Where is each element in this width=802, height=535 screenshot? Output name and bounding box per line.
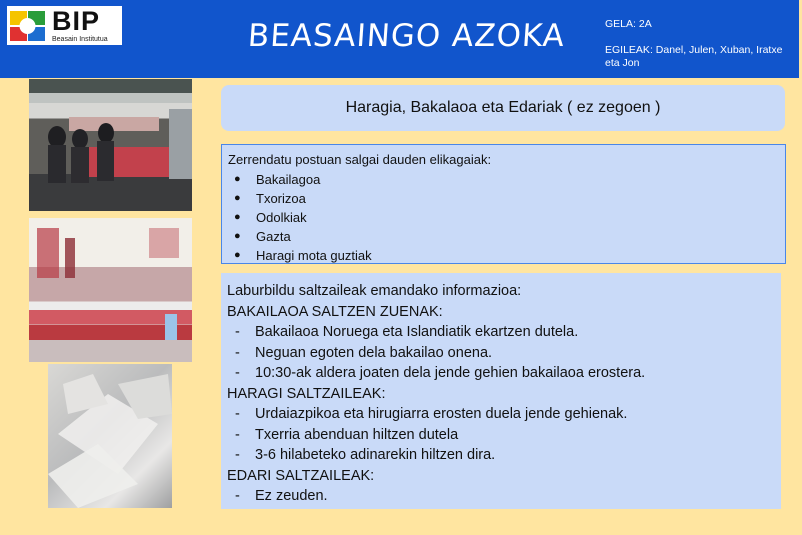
point-text: 3-6 hilabeteko adinarekin hiltzen dira. (255, 447, 496, 463)
school-logo (7, 6, 122, 45)
bullet-icon: ● (234, 173, 241, 185)
dash-icon: - (235, 406, 240, 422)
product-label: Odolkiak (256, 210, 307, 225)
cod-fish-display-photo (48, 364, 172, 508)
logo-text: BIP (52, 6, 101, 36)
list-item (228, 208, 785, 227)
list-item (227, 343, 781, 364)
product-label: Txorizoa (256, 191, 306, 206)
list-item (227, 363, 781, 384)
dash-icon: - (235, 447, 240, 463)
butcher-counter-illustration (29, 218, 192, 362)
point-text: Urdaiazpikoa eta hirugiarra erosten duela jende gehienak. (255, 406, 628, 422)
list-item (228, 227, 785, 246)
dash-icon: - (235, 426, 240, 443)
product-label: Bakailagoa (256, 172, 321, 187)
products-lead: Zerrendatu postuan salgai dauden elikagaiak: (228, 152, 492, 167)
list-item (228, 170, 785, 189)
list-item (227, 425, 781, 446)
summary-box (221, 273, 781, 509)
section-heading: BAKAILAOA SALTZEN ZUENAK: (227, 303, 443, 320)
product-label: Gazta (256, 229, 291, 244)
products-list (228, 170, 785, 265)
authors-label: EGILEAK: Danel, Julen, Xuban, Iratxe eta Jon (605, 44, 783, 69)
list-item (228, 246, 785, 265)
summary-lead: Laburbildu saltzaileak emandako informazioa: (227, 283, 522, 299)
logo-mark-icon (10, 11, 45, 41)
header-meta (605, 18, 795, 70)
list-item (227, 322, 781, 343)
section-heading: HARAGI SALTZAILEAK: (227, 385, 386, 402)
grade-label: GELA: 2A (605, 18, 652, 30)
dash-icon: - (235, 488, 240, 504)
cod-fish-illustration (48, 364, 172, 508)
bullet-icon: ● (234, 211, 241, 223)
dash-icon: - (235, 365, 240, 381)
point-text: Bakailaoa Noruega eta Islandiatik ekartzen dutela. (255, 324, 579, 340)
bullet-icon: ● (234, 249, 241, 261)
bullet-icon: ● (234, 230, 241, 242)
list-item (228, 189, 785, 208)
butcher-counter-photo (29, 218, 192, 362)
point-text: Neguan egoten dela bakailao onena. (255, 344, 493, 361)
logo-subtitle: Beasain Institutua (52, 36, 108, 43)
dash-icon: - (235, 344, 240, 361)
list-item (227, 486, 781, 507)
list-item (227, 445, 781, 466)
dash-icon: - (235, 324, 240, 340)
market-stall-illustration (29, 79, 192, 211)
products-box (221, 144, 786, 264)
bullet-icon: ● (234, 192, 241, 204)
point-text: 10:30-ak aldera joaten dela jende gehien bakailaoa erostera. (255, 365, 646, 381)
point-text: Ez zeuden. (255, 488, 328, 504)
section-heading: EDARI SALTZAILEAK: (227, 467, 375, 484)
market-stall-photo (29, 79, 192, 211)
topic-banner: Haragia, Bakalaoa eta Edariak ( ez zegoen ) (221, 85, 785, 131)
page-title: BEASAINGO AZOKA (246, 18, 567, 54)
header-bar (0, 0, 799, 78)
product-label: Haragi mota guztiak (256, 248, 372, 263)
point-text: Txerria abenduan hiltzen dutela (255, 426, 459, 443)
list-item (227, 404, 781, 425)
